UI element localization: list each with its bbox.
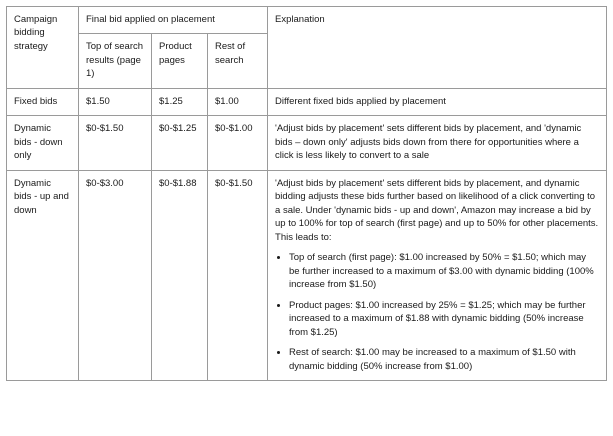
cell-rest-of-search: $0-$1.50 xyxy=(208,170,268,380)
table-row xyxy=(7,116,607,170)
table-row xyxy=(7,88,607,115)
explanation-text: 'Adjust bids by placement' sets different bids by placement, and 'dynamic bids – down only' adjusts bids down from there for opportunities where a click is less likely to convert to a sale xyxy=(275,123,582,162)
header-explanation: Explanation xyxy=(268,7,607,89)
cell-strategy: Dynamic bids - down only xyxy=(7,116,79,170)
cell-top-of-search: $1.50 xyxy=(79,88,152,115)
cell-explanation xyxy=(268,170,607,380)
explanation-text: 'Adjust bids by placement' sets different bids by placement, and dynamic bidding adjusts these bids further based on likelihood of a click converting to a sale. Under 'dynamic bids - up and down', Amazon may increase a bid by up to 100% for top of search (first page) and up to 50% for other placements. This leads to: xyxy=(275,177,599,243)
list-item: • Rest of search: $1.00 may be increased to a maximum of $1.50 with dynamic bidding (50% increase from $1.00) xyxy=(289,346,599,373)
header-final-bid-applied: Final bid applied on placement xyxy=(79,7,268,34)
header-top-of-search: Top of search results (page 1) xyxy=(79,34,152,88)
bid-strategy-table xyxy=(6,6,607,381)
cell-top-of-search: $0-$1.50 xyxy=(79,116,152,170)
cell-top-of-search: $0-$3.00 xyxy=(79,170,152,380)
header-product-pages: Product pages xyxy=(152,34,208,88)
cell-strategy: Fixed bids xyxy=(7,88,79,115)
cell-product-pages: $0-$1.25 xyxy=(152,116,208,170)
cell-explanation xyxy=(268,88,607,115)
cell-rest-of-search: $1.00 xyxy=(208,88,268,115)
cell-explanation xyxy=(268,116,607,170)
cell-strategy: Dynamic bids - up and down xyxy=(7,170,79,380)
explanation-bullet-list xyxy=(275,251,599,373)
list-item: • Top of search (first page): $1.00 increased by 50% = $1.50; which may be further increased to a maximum of $3.00 with dynamic bidding (100% increase from $1.50) xyxy=(289,251,599,291)
cell-product-pages: $1.25 xyxy=(152,88,208,115)
header-rest-of-search: Rest of search xyxy=(208,34,268,88)
list-item: • Product pages: $1.00 increased by 25% = $1.25; which may be further increased to a maximum of $1.88 with dynamic bidding (50% increase from $1.25) xyxy=(289,299,599,339)
explanation-text: Different fixed bids applied by placement xyxy=(275,95,446,107)
table-header-row-main xyxy=(7,7,607,34)
header-campaign-bidding-strategy: Campaign bidding strategy xyxy=(7,7,79,89)
cell-product-pages: $0-$1.88 xyxy=(152,170,208,380)
cell-rest-of-search: $0-$1.00 xyxy=(208,116,268,170)
table-row xyxy=(7,170,607,380)
